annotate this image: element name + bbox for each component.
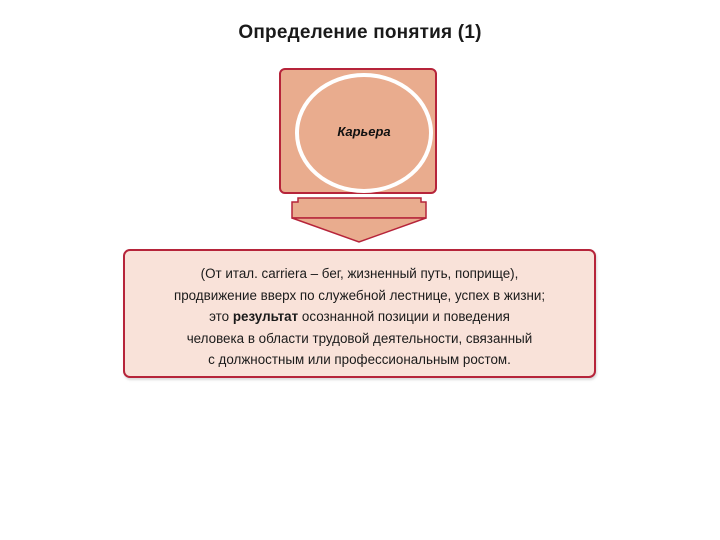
definition-text	[127, 263, 592, 371]
slide-title: Определение понятия (1)	[238, 22, 482, 43]
arrow-head	[292, 218, 426, 242]
definition-line-4: человека в области трудовой деятельности, связанный	[186, 330, 533, 346]
arrow-shape	[292, 198, 426, 218]
definition-line-1: (От итал. carriera – бег, жизненный путь, поприще),	[200, 266, 519, 281]
definition-line-3-suffix: осознанной позиции и поведения	[298, 309, 510, 324]
definition-keyword: результат	[232, 309, 299, 324]
concept-label: Карьера	[337, 124, 391, 139]
definition-line-3-prefix: это	[209, 309, 233, 324]
definition-line-3	[127, 306, 592, 328]
definition-line-5: с должностным или профессиональным ростом.	[208, 352, 511, 367]
definition-line-2: продвижение вверх по служебной лестнице, успех в жизни;	[173, 287, 546, 303]
